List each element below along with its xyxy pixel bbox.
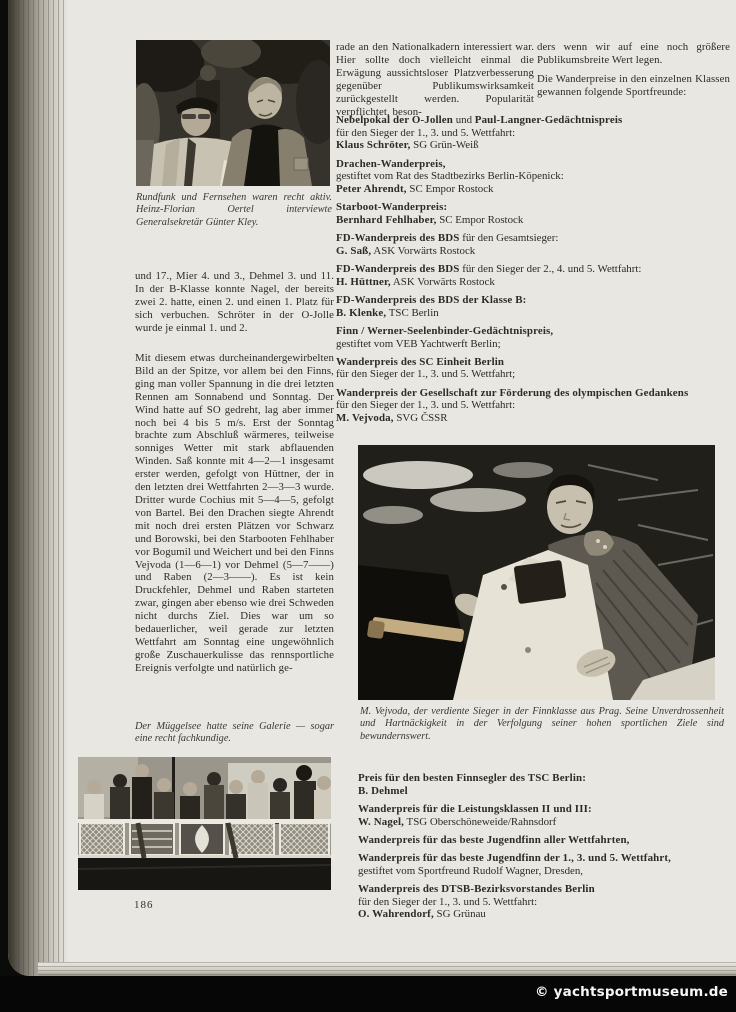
prize-line <box>336 214 732 227</box>
prize-entry <box>336 114 732 152</box>
prize-text-bold: Wanderpreis des DTSB-Bezirksvorstandes Berlin <box>358 882 595 895</box>
prize-line <box>358 852 734 865</box>
prize-line <box>336 325 732 338</box>
prize-text: für den Sieger der 2., 4. und 5. Wettfahrt: <box>459 263 642 276</box>
prize-line <box>336 368 732 381</box>
page-surface <box>8 0 736 976</box>
prize-text-bold: Paul-Langner-Gedächtnispreis <box>474 114 623 126</box>
photo-vejvoda <box>358 445 715 700</box>
prize-text-bold: FD-Wanderpreis des BDS <box>336 263 460 276</box>
prize-line <box>336 232 732 245</box>
prize-line <box>336 412 732 425</box>
photo-spectators <box>78 757 331 890</box>
caption-muggelsee: Der Müggelsee hatte seine Galerie — sogar eine recht fachkundige. <box>135 721 334 745</box>
prize-entry <box>358 772 734 797</box>
prize-list-bottom <box>358 772 734 927</box>
prize-entry <box>336 201 732 226</box>
prize-line <box>336 201 732 214</box>
prize-text-bold: Klaus Schröter, <box>336 139 411 152</box>
prize-line <box>336 356 732 369</box>
book-spine-page-edges <box>8 0 68 976</box>
prize-line <box>336 387 732 400</box>
prize-line <box>336 276 732 289</box>
prize-entry <box>358 883 734 921</box>
prize-entry <box>336 387 732 425</box>
photo-vejvoda-art <box>358 445 715 700</box>
prize-text: ASK Vorwärts Rostock <box>371 244 476 257</box>
prize-line <box>336 139 732 152</box>
prize-entry <box>336 325 732 350</box>
prize-text: für den Sieger der 1., 3. und 5. Wettfahrt: <box>336 126 516 139</box>
prize-text: gestiftet vom Sportfreund Rudolf Wagner, Dresden, <box>358 864 584 877</box>
prize-entry <box>336 294 732 319</box>
prize-text-bold: Wanderpreis für das beste Jugendfinn aller Wettfahrten, <box>358 833 630 846</box>
prize-line <box>336 170 732 183</box>
prize-text-bold: FD-Wanderpreis des BDS <box>336 232 460 245</box>
prize-line <box>336 399 732 412</box>
prize-text-bold: Wanderpreis der Gesellschaft zur Förderung des olympischen Gedankens <box>336 386 689 399</box>
prize-text-bold: W. Nagel, <box>358 815 405 828</box>
prize-text-bold: O. Wahrendorf, <box>358 908 434 921</box>
bottom-page-edges <box>38 962 736 976</box>
prize-text: und <box>453 114 475 126</box>
prize-entry <box>358 803 734 828</box>
middle-column-paragraph: rade an den Nationalkadern interessiert war. Hier sollte doch vielleicht einmal die Erwägung aussichtsloser Platzverbesserung gegenüber Publikumswirksamkeit zurückgestellt werden. Popularität verpflichtet, beson- <box>336 41 534 118</box>
prize-text-bold: Bernhard Fehlhaber, <box>336 213 437 226</box>
prize-text-bold: Wanderpreis des SC Einheit Berlin <box>336 355 505 368</box>
prize-line <box>358 785 734 798</box>
prize-text: SC Empor Rostock <box>436 213 524 226</box>
photo-interview-art <box>136 40 330 186</box>
prize-text: für den Sieger der 1., 3. und 5. Wettfahrt: <box>336 399 516 412</box>
prize-text: ASK Vorwärts Rostock <box>390 275 495 288</box>
footer-bar <box>0 976 736 1012</box>
prize-text-bold: Wanderpreis für das beste Jugendfinn der 1., 3. und 5. Wettfahrt, <box>358 852 672 865</box>
prize-line <box>358 896 734 909</box>
prize-text-bold: B. Klenke, <box>336 306 387 319</box>
prize-text: SG Grün-Weiß <box>410 139 479 152</box>
prize-line <box>336 263 732 276</box>
prize-line <box>336 127 732 140</box>
prize-text-bold: FD-Wanderpreis des BDS der Klasse B: <box>336 293 527 306</box>
prize-line <box>336 183 732 196</box>
prize-text: gestiftet vom VEB Yachtwerft Berlin; <box>336 337 501 350</box>
prize-text-bold: Starboot-Wanderpreis: <box>336 201 448 214</box>
prize-entry <box>336 263 732 288</box>
prize-line <box>336 307 732 320</box>
prize-line <box>358 834 734 847</box>
prize-text-bold: Drachen-Wanderpreis, <box>336 157 446 170</box>
prize-line <box>336 338 732 351</box>
prize-line <box>358 803 734 816</box>
prize-text-bold: Finn / Werner-Seelenbinder-Gedächtnispreis, <box>336 324 554 337</box>
caption-vejvoda: M. Vejvoda, der verdiente Sieger in der Finnklasse aus Prag. Seine Unverdrossenheit und Hartnäckigkeit in der Verfolgung seiner hohen sportlichen Ziele sind bewundernswert. <box>360 706 724 742</box>
prize-line <box>358 883 734 896</box>
prize-entry <box>358 852 734 877</box>
prize-entry <box>336 158 732 196</box>
prize-text-bold: H. Hüttner, <box>336 275 391 288</box>
prize-line <box>336 114 732 127</box>
prize-line <box>358 772 734 785</box>
right-column-paragraph-2: Die Wanderpreise in den einzelnen Klassen gewannen folgende Sportfreunde: <box>537 73 730 98</box>
prize-text-bold: Peter Ahrendt, <box>336 183 407 196</box>
prize-text: gestiftet vom Rat des Stadtbezirks Berlin-Köpenick: <box>336 170 564 183</box>
prize-text: für den Sieger der 1., 3. und 5. Wettfahrt: <box>358 895 538 908</box>
prize-text-bold: G. Saß, <box>336 244 372 257</box>
caption-interview: Rundfunk und Fernsehen waren recht aktiv. Heinz-Florian Oertel interviewte Generalsekretär Günter Kley. <box>136 192 332 228</box>
prize-line <box>358 816 734 829</box>
prize-entry <box>336 356 732 381</box>
prize-text: TSG Oberschöneweide/Rahnsdorf <box>404 815 557 828</box>
prize-text-bold: Nebelpokal der O-Jollen <box>336 114 453 126</box>
prize-text: TSC Berlin <box>386 306 439 319</box>
prize-list-main <box>336 114 732 430</box>
right-column-paragraph-1: ders wenn wir auf eine noch größere Publikumsbreite Wert legen. <box>537 41 730 66</box>
left-column-paragraph-2: Mit diesem etwas durcheinandergewirbelten Bild an der Spitze, vor allem bei den Finns, ging man voller Spannung in die drei letzten Rennen am Sonnabend und Sonntag. Der Wind hatte auf SO gedreht, lag aber immer noch bei 4 bis 5 m/s. Erst der Sonntag brachte zum Abschluß wärmeres, teilweise sonniges Wetter mit stark abflauenden Winden. Saß konnte mit 4—2—1 insgesamt erster werden, gefolgt von Hüttner, der in den letzten drei Wettfahrten 2—3—3 wurde. Dritter wurde Cochius mit 5—4—5, gefolgt von Bartel. Bei den Drachen siegte Ahrendt mit noch drei ersten Plätzen vor Schwarz und Borowski, bei den Starbooten Fehlhaber vor Bogumil und Weichert und bei den Finns Vejvoda (1—6—1) vor Dehmel (5—7——) und Raben (2—3——). Es ist kein Druckfehler, Dehmel und Raben starteten zwar, gingen aber ebenso wie drei Schweden nicht durchs Ziel. Dies war um so bedauerlicher, weil gerade zur letzten Wettfahrt am Sonntag eine ungewöhnlich große Zuschauerkulisse das rennsportliche Ereignis verfolgte und natürlich ge- <box>135 352 334 674</box>
watermark-text: © yachtsportmuseum.de <box>535 984 728 1000</box>
photo-spectators-art <box>78 757 331 890</box>
prize-line <box>358 865 734 878</box>
left-column-paragraph-1: und 17., Mier 4. und 3., Dehmel 3. und 11. In der B-Klasse konnte Nagel, der bereits zwei 2. hatte, einen 2. und einen 1. Platz für sich verbuchen. Schröter in der O-Jolle wurde je einmal 1. und 2. <box>135 270 334 334</box>
prize-text: SC Empor Rostock <box>406 183 494 196</box>
prize-line <box>358 908 734 921</box>
prize-entry <box>358 834 734 847</box>
page-number: 186 <box>134 899 154 911</box>
prize-text-bold: Wanderpreis für die Leistungsklassen II und III: <box>358 802 592 815</box>
prize-entry <box>336 232 732 257</box>
prize-text: SVG ČSSR <box>393 412 448 425</box>
photo-interview <box>136 40 330 186</box>
prize-text-bold: B. Dehmel <box>358 784 408 797</box>
prize-line <box>336 245 732 258</box>
prize-line <box>336 158 732 171</box>
prize-text: für den Gesamtsieger: <box>459 232 559 245</box>
prize-text: SG Grünau <box>433 908 486 921</box>
prize-text-bold: M. Vejvoda, <box>336 412 394 425</box>
prize-line <box>336 294 732 307</box>
prize-text: für den Sieger der 1., 3. und 5. Wettfahrt; <box>336 368 516 381</box>
prize-text-bold: Preis für den besten Finnsegler des TSC Berlin: <box>358 772 586 784</box>
